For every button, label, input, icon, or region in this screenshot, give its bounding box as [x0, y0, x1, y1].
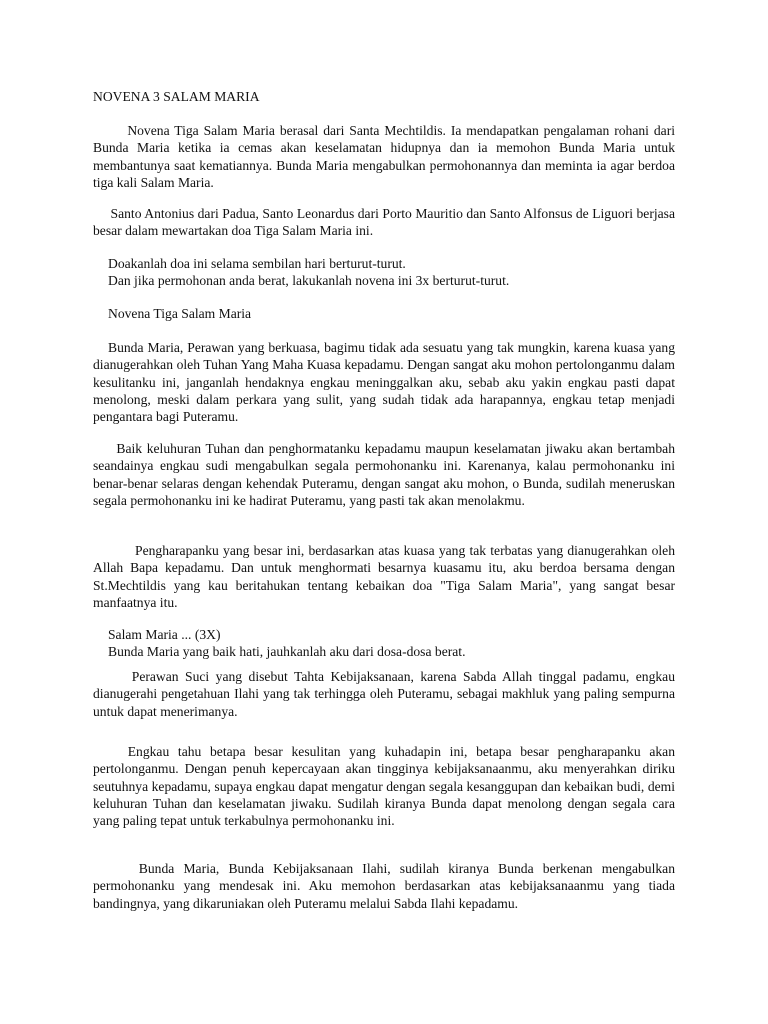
prayer-paragraph: Bunda Maria, Perawan yang berkuasa, bagimu tidak ada sesuatu yang tak mungkin, karena kuasa yang dianugerahkan oleh Tuhan Yang Maha Kuasa kepadamu. Dengan sangat aku mohon pertolonganmu dalam kesulitanku ini, janganlah hendaknya engkau meninggalkan aku, sebab aku yakin engkau pasti dapat menolong, meski dalam perkara yang sulit, yang sudah tidak ada harapannya, engkau tetap menjadi pengantara bagi Puteramu.	[93, 340, 675, 425]
prayer-paragraph: Pengharapanku yang besar ini, berdasarkan atas kuasa yang tak terbatas yang dianugerahkan oleh Allah Bapa kepadamu. Dan untuk menghormati besarnya kuasamu itu, aku berdoa bersama dengan St.Mechtildis yang kau beritahukan tentang kebaikan doa "Tiga Salam Maria", yang sangat besar manfaatnya itu.	[93, 543, 675, 610]
prayer-paragraph: Engkau tahu betapa besar kesulitan yang kuhadapin ini, betapa besar pengharapanku akan pertolonganmu. Dengan penuh kepercayaan akan tingginya kebijaksanaanmu, aku menyerahkan diriku seutuhnya kepadamu, supaya engkau dapat mengatur dengan segala kesanggupan dan kebaikan budi, demi keluhuran Tuhan dan keselamatan jiwaku. Sudilah kiranya Bunda dapat menolong dengan segala cara yang paling tepat untuk terkabulnya permohonanku ini.	[93, 744, 675, 829]
instruction-line: Dan jika permohonan anda berat, lakukanlah novena ini 3x berturut-turut.	[108, 273, 510, 289]
hail-mary-section	[93, 626, 675, 661]
prayer-paragraph: Baik keluhuran Tuhan dan penghormatanku kepadamu maupun keselamatan jiwaku akan bertambah seandainya engkau sudi mengabulkan segala permohonanku ini. Karenanya, kalau permohonanku ini benar-benar selaras dengan kehendak Puteramu, dengan sangat aku mohon, o Bunda, sudilah meneruskan segala permohonanku ini ke hadirat Puteramu, yang pasti tak akan menolakmu.	[93, 441, 675, 508]
prayer-paragraph: Bunda Maria, Bunda Kebijaksanaan Ilahi, sudilah kiranya Bunda berkenan mengabulkan permohonanku yang mendesak ini. Aku memohon berdasarkan atas kebijaksanaanmu yang tiada bandingnya, yang dikaruniakan oleh Puteramu melalui Sabda Ilahi kepadamu.	[93, 861, 675, 911]
prayer-heading: Novena Tiga Salam Maria	[108, 306, 252, 321]
prayer-paragraph: Perawan Suci yang disebut Tahta Kebijaksanaan, karena Sabda Allah tinggal padamu, engkau dianugerahi pengetahuan Ilahi yang tak terhingga oleh Puteramu, sebagai makhluk yang paling sempurna untuk dapat menerimanya.	[93, 669, 675, 719]
hail-mary-line: Bunda Maria yang baik hati, jauhkanlah aku dari dosa-dosa berat.	[108, 644, 466, 660]
instructions	[93, 255, 675, 290]
paragraph-saints: Santo Antonius dari Padua, Santo Leonardus dari Porto Mauritio dan Santo Alfonsus de Liguori berjasa besar dalam mewartakan doa Tiga Salam Maria ini.	[93, 206, 675, 239]
instruction-line: Doakanlah doa ini selama sembilan hari berturut-turut.	[108, 256, 406, 271]
hail-mary-line: Salam Maria ... (3X)	[108, 627, 221, 642]
document-title: NOVENA 3 SALAM MARIA	[93, 89, 260, 104]
paragraph-origin: Novena Tiga Salam Maria berasal dari Santa Mechtildis. Ia mendapatkan pengalaman rohani dari Bunda Maria ketika ia cemas akan keselamatan hidupnya dan ia memohon Bunda Maria untuk membantunya saat kematiannya. Bunda Maria mengabulkan permohonannya dan meminta ia agar berdoa tiga kali Salam Maria.	[93, 123, 675, 190]
